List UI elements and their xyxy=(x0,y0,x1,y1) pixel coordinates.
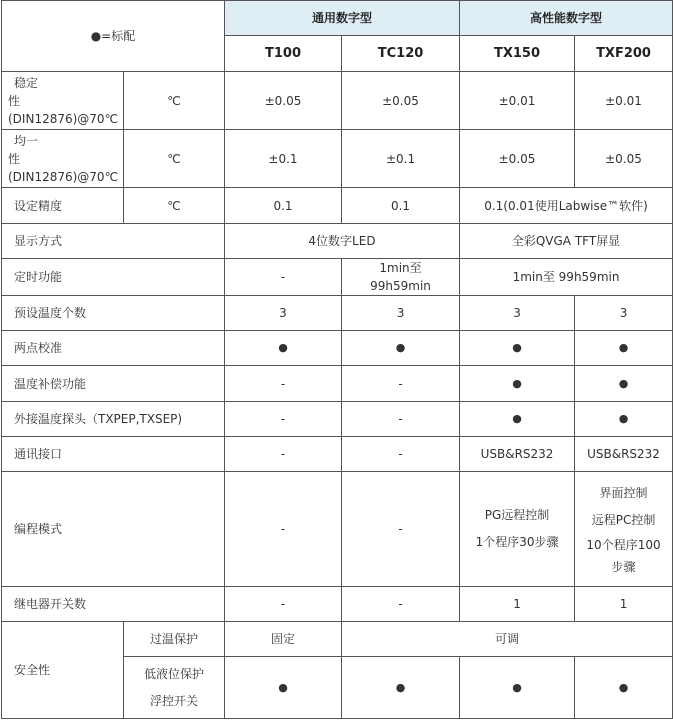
value-cell: 0.1 xyxy=(342,188,460,224)
row-label-safety: 安全性 xyxy=(2,622,124,719)
value-cell: 4位数字LED xyxy=(225,224,460,259)
value-cell: ±0.05 xyxy=(225,72,342,130)
legend-cell xyxy=(2,1,225,72)
label-line-2: 性(DIN12876)@70℃ xyxy=(8,151,119,184)
label-line-2: 性(DIN12876)@70℃ xyxy=(8,93,119,126)
group-header-general: 通用数字型 xyxy=(225,1,460,36)
value-cell: ±0.05 xyxy=(460,130,575,188)
row-setting-precision xyxy=(2,188,673,224)
value-cell: 固定 xyxy=(225,622,342,657)
value-cell: 1min至 99h59min xyxy=(460,259,673,296)
row-label: 通讯接口 xyxy=(2,437,225,472)
standard-dot-icon: ● xyxy=(342,657,460,719)
spec-table xyxy=(1,0,673,719)
model-header-tc120: TC120 xyxy=(342,36,460,72)
program-line: 界面控制 xyxy=(599,486,648,500)
row-programming xyxy=(2,472,673,587)
value-cell: - xyxy=(342,437,460,472)
value-cell: ±0.01 xyxy=(460,72,575,130)
row-label: 编程模式 xyxy=(2,472,225,587)
value-cell xyxy=(460,472,575,587)
value-cell: ±0.05 xyxy=(342,72,460,130)
row-label: 预设温度个数 xyxy=(2,296,225,331)
standard-dot-icon: ● xyxy=(575,331,673,366)
row-over-temp xyxy=(2,622,673,657)
value-cell: USB&RS232 xyxy=(575,437,673,472)
unit-cell: ℃ xyxy=(124,188,225,224)
row-display xyxy=(2,224,673,259)
row-calibration xyxy=(2,331,673,366)
group-header-high-performance: 高性能数字型 xyxy=(460,1,673,36)
value-cell: 1 xyxy=(460,587,575,622)
label-line-1: 均一 xyxy=(14,133,39,148)
value-cell: - xyxy=(342,366,460,402)
value-cell: 0.1(0.01使用Labwise™软件) xyxy=(460,188,673,224)
value-cell: 1 xyxy=(575,587,673,622)
value-cell: - xyxy=(225,402,342,437)
row-presets xyxy=(2,296,673,331)
row-label xyxy=(2,72,124,130)
standard-dot-icon: ● xyxy=(460,366,575,402)
model-header-txf200: TXF200 xyxy=(575,36,673,72)
standard-dot-icon: ● xyxy=(575,366,673,402)
row-label xyxy=(2,130,124,188)
row-label: 两点校准 xyxy=(2,331,225,366)
value-cell: 1min至 99h59min xyxy=(342,259,460,296)
legend-text: ●=标配 xyxy=(90,29,136,43)
value-cell: - xyxy=(225,259,342,296)
sub-label: 过温保护 xyxy=(124,622,225,657)
row-label: 设定精度 xyxy=(2,188,124,224)
value-cell: 可调 xyxy=(342,622,673,657)
value-cell: ±0.01 xyxy=(575,72,673,130)
value-cell: - xyxy=(342,402,460,437)
row-label: 显示方式 xyxy=(2,224,225,259)
value-cell: ±0.1 xyxy=(342,130,460,188)
value-cell: - xyxy=(225,366,342,402)
row-temp-compensation xyxy=(2,366,673,402)
value-cell: - xyxy=(342,587,460,622)
standard-dot-icon: ● xyxy=(225,657,342,719)
row-relays xyxy=(2,587,673,622)
value-cell: 3 xyxy=(342,296,460,331)
value-cell: 全彩QVGA TFT屏显 xyxy=(460,224,673,259)
label-line-1: 低液位保护 xyxy=(143,666,204,681)
row-interface xyxy=(2,437,673,472)
value-cell: USB&RS232 xyxy=(460,437,575,472)
value-cell: ±0.1 xyxy=(225,130,342,188)
sub-label xyxy=(124,657,225,719)
program-line: 远程PC控制 xyxy=(591,513,656,527)
row-uniformity xyxy=(2,130,673,188)
row-timer xyxy=(2,259,673,296)
row-stability xyxy=(2,72,673,130)
model-header-tx150: TX150 xyxy=(460,36,575,72)
label-line-2: 浮控开关 xyxy=(149,693,198,708)
standard-dot-icon: ● xyxy=(460,657,575,719)
row-label: 温度补偿功能 xyxy=(2,366,225,402)
label-line-1: 稳定 xyxy=(14,75,39,90)
program-line: 1个程序30步骤 xyxy=(475,535,559,549)
standard-dot-icon: ● xyxy=(225,331,342,366)
program-line: PG远程控制 xyxy=(484,508,550,522)
unit-cell: ℃ xyxy=(124,130,225,188)
value-cell: - xyxy=(225,437,342,472)
value-cell: ±0.05 xyxy=(575,130,673,188)
value-cell: 3 xyxy=(225,296,342,331)
unit-cell: ℃ xyxy=(124,72,225,130)
row-external-probe xyxy=(2,402,673,437)
program-line: 10个程序100步骤 xyxy=(586,538,661,574)
row-label: 定时功能 xyxy=(2,259,225,296)
standard-dot-icon: ● xyxy=(460,402,575,437)
model-header-t100: T100 xyxy=(225,36,342,72)
value-cell: - xyxy=(225,587,342,622)
value-cell: 3 xyxy=(575,296,673,331)
row-label: 继电器开关数 xyxy=(2,587,225,622)
value-cell: - xyxy=(225,472,342,587)
standard-dot-icon: ● xyxy=(342,331,460,366)
value-cell xyxy=(575,472,673,587)
row-label: 外接温度探头（TXPEP,TXSEP) xyxy=(2,402,225,437)
value-cell: 0.1 xyxy=(225,188,342,224)
standard-dot-icon: ● xyxy=(460,331,575,366)
value-cell: - xyxy=(342,472,460,587)
value-cell: 3 xyxy=(460,296,575,331)
standard-dot-icon: ● xyxy=(575,402,673,437)
standard-dot-icon: ● xyxy=(575,657,673,719)
